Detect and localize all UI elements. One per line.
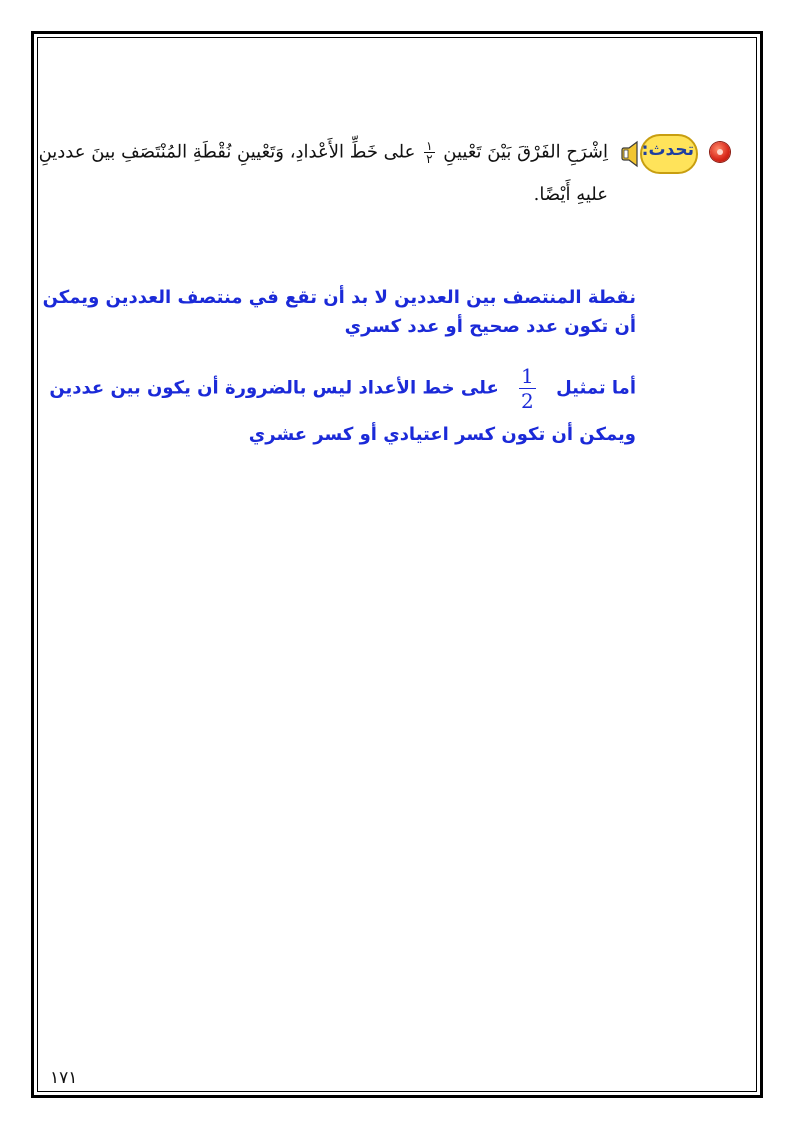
answer-fraction-numerator: 1 bbox=[521, 364, 534, 388]
page-number: ١٧١ bbox=[50, 1068, 78, 1088]
answer-fraction-denominator: 2 bbox=[521, 389, 534, 413]
answer-fraction bbox=[519, 366, 536, 411]
question-fraction bbox=[424, 140, 434, 165]
question-text-part-1: اِشْرَحِ الفَرْقَ بَيْنَ تَعْيينِ bbox=[443, 141, 608, 163]
talk-label: تحدث: bbox=[641, 140, 694, 160]
talk-badge bbox=[616, 128, 698, 184]
question-fraction-numerator: ١ bbox=[426, 139, 433, 153]
answer-line-1: نقطة المنتصف بين العددين لا بد أن تقع في منتصف العددين ويمكن bbox=[42, 287, 636, 308]
question-line-2: عليهِ أَيْضًا. bbox=[533, 184, 608, 205]
answer-line-3-part-1: أما تمثيل bbox=[556, 377, 636, 399]
answer-line-2: أن تكون عدد صحيح أو عدد كسري bbox=[344, 316, 636, 337]
question-text-part-2: على خَطِّ الأَعْدادِ، وَتَعْيينِ نُقْطَةِ المُنْتَصَفِ بينَ عددينِ bbox=[38, 141, 416, 163]
answer-line-4: ويمكن أن تكون كسر اعتيادي أو كسر عشري bbox=[248, 424, 636, 445]
megaphone-icon bbox=[620, 140, 640, 168]
question-block bbox=[38, 128, 730, 218]
question-fraction-denominator: ٢ bbox=[426, 152, 433, 166]
question-bullet-icon bbox=[710, 142, 730, 162]
answer-line-3-part-2: على خط الأعداد ليس بالضرورة أن يكون بين عددين bbox=[49, 377, 499, 399]
question-line-1 bbox=[38, 139, 608, 166]
answer-line-3 bbox=[49, 364, 636, 413]
